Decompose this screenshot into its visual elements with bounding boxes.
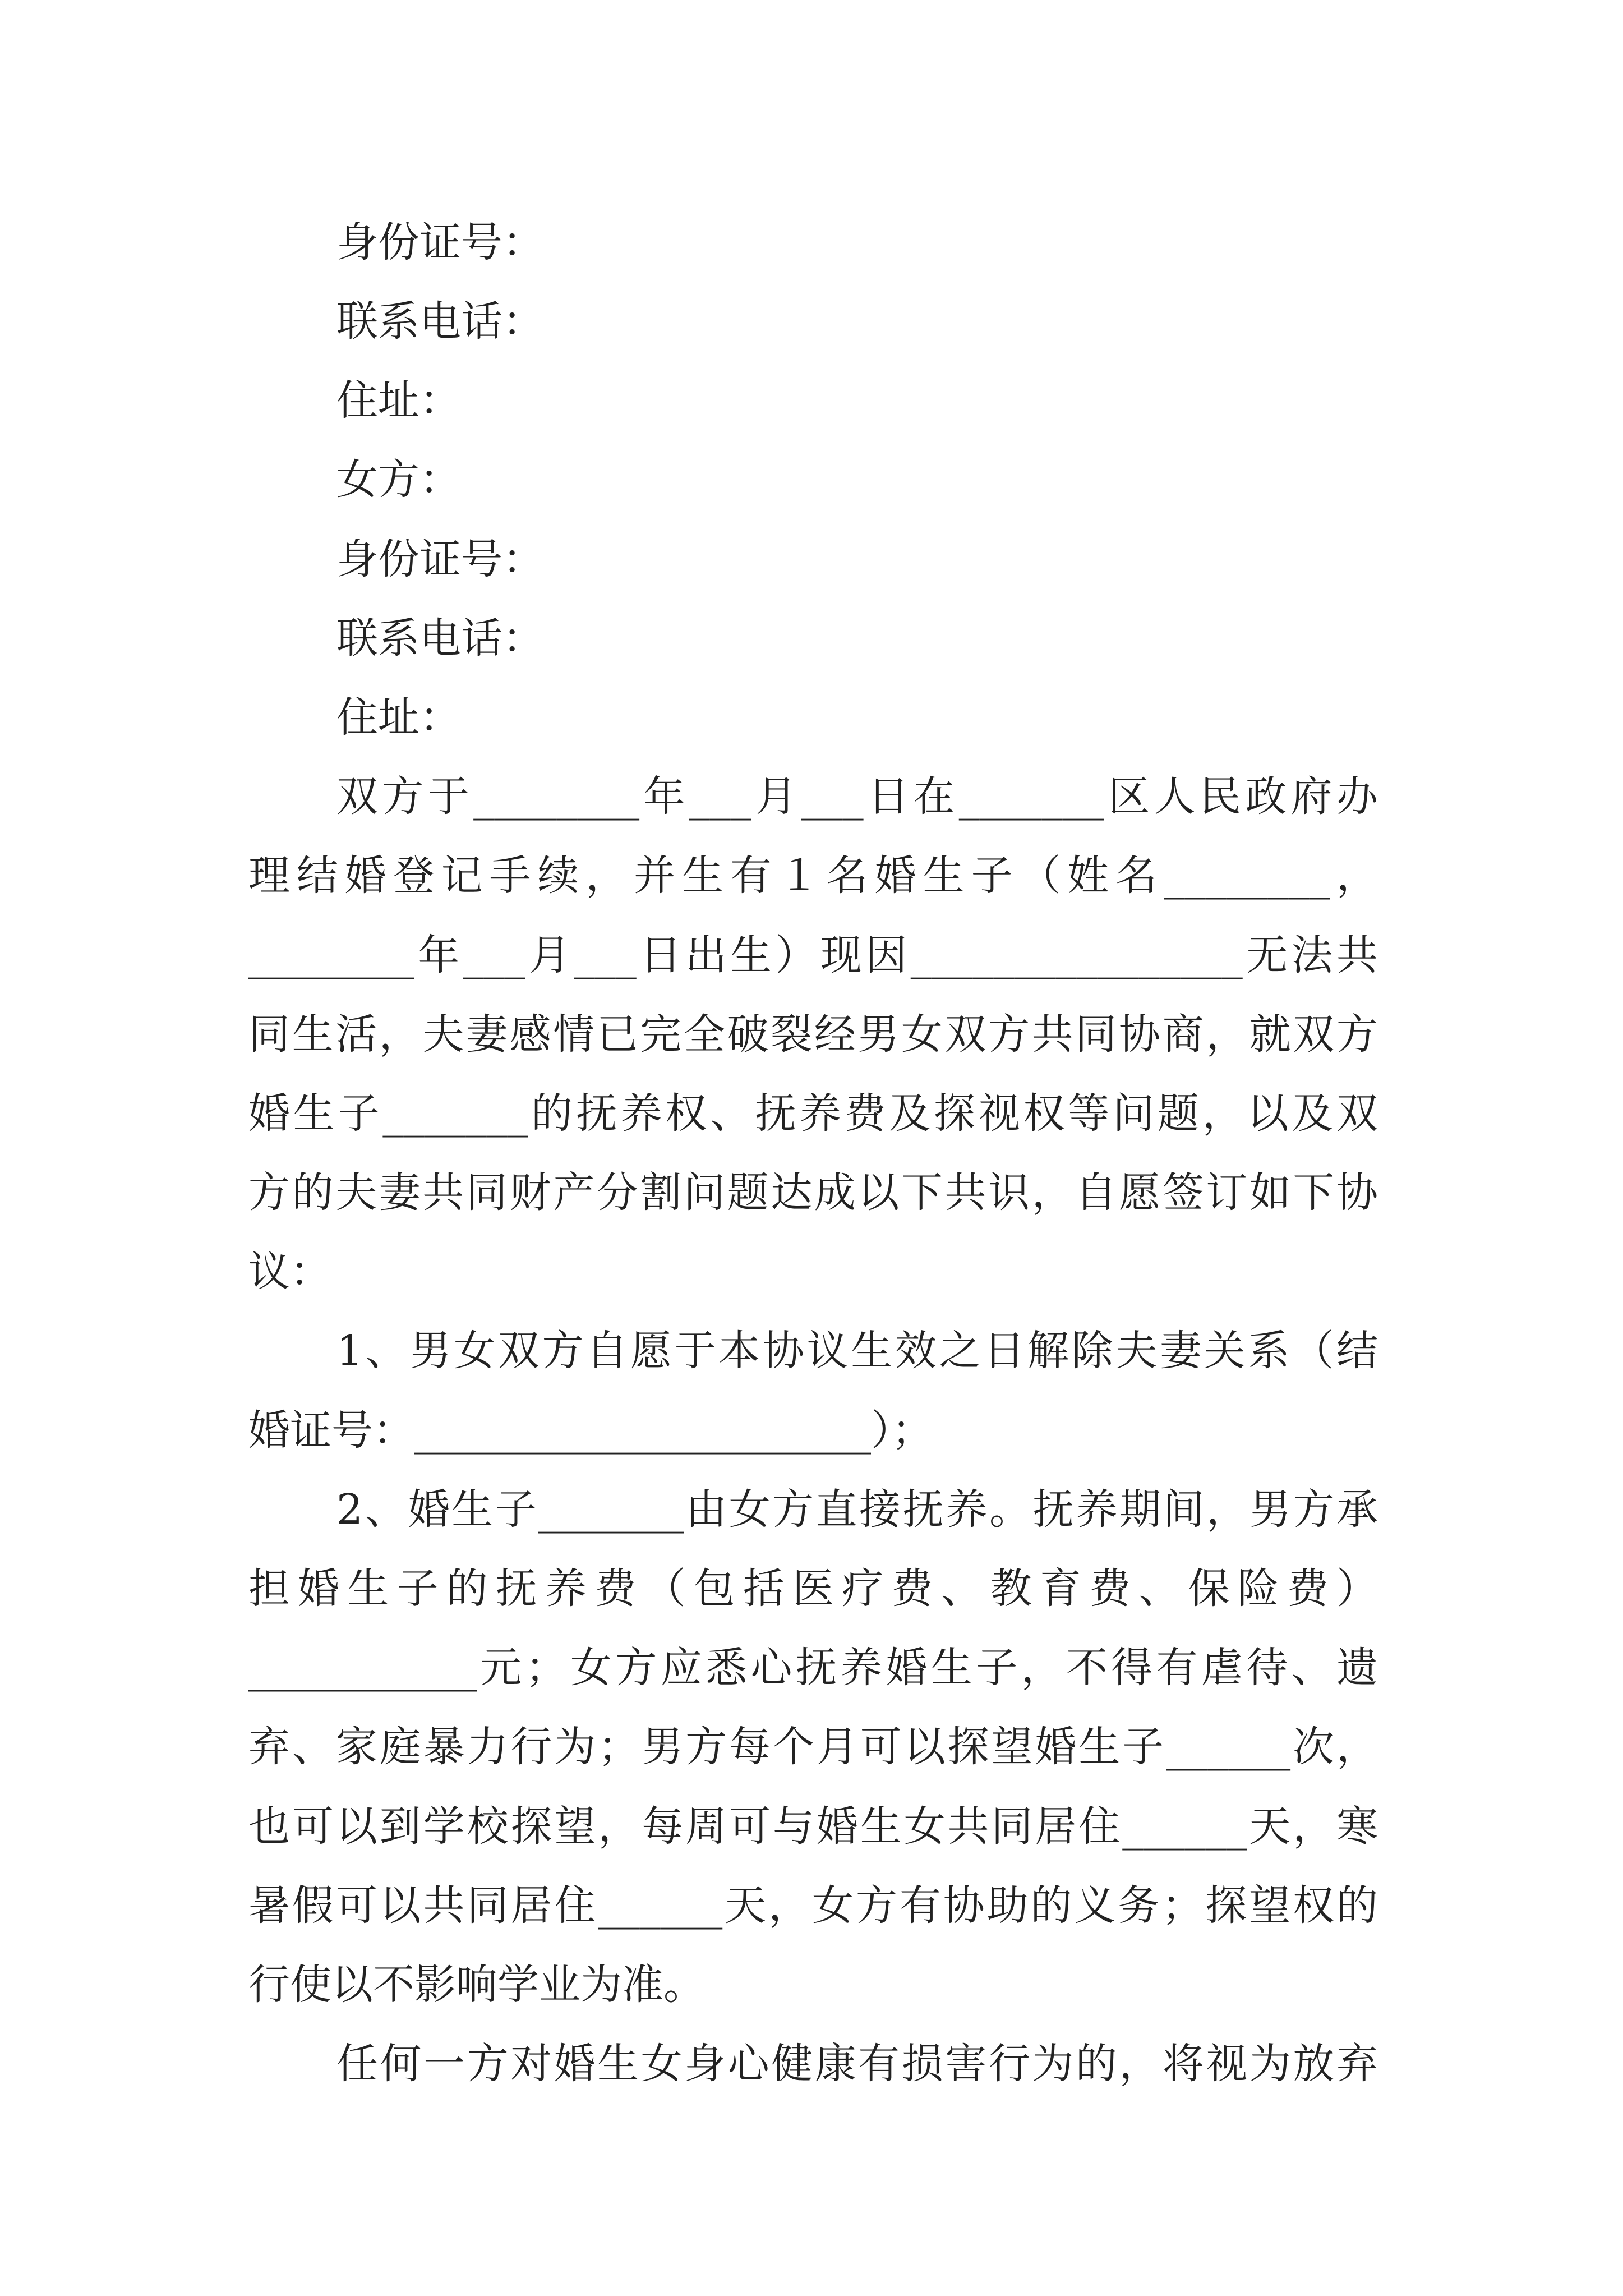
text-line-id-number-2: 身份证号： xyxy=(336,535,544,583)
text-line-address-2: 住址： xyxy=(336,693,461,742)
clause-2-line: ___________元；女方应悉心抚养婚生子，不得有虐待、遗 xyxy=(248,1644,1378,1692)
text-line-phone-2: 联系电话： xyxy=(336,614,544,662)
clause-2-line: 担婚生子的抚养费（包括医疗费、教育费、保险费） xyxy=(248,1565,1378,1613)
paragraph-line: 任何一方对婚生女身心健康有损害行为的，将视为放弃 xyxy=(336,2040,1378,2088)
paragraph-line: 理结婚登记手续，并生有１名婚生子（姓名________， xyxy=(248,852,1378,900)
paragraph-line: 方的夫妻共同财产分割问题达成以下共识，自愿签订如下协 xyxy=(248,1168,1378,1217)
paragraph-line: ________年___月___日出生）现因________________无法共 xyxy=(248,931,1378,979)
paragraph-line: 双方于________年___月___日在_______区人民政府办 xyxy=(336,772,1378,821)
clause-1-line: 婚证号：______________________）； xyxy=(248,1406,933,1455)
clause-2-line: 暑假可以共同居住______天，女方有协助的义务；探望权的 xyxy=(248,1881,1378,1930)
text-line-address-1: 住址： xyxy=(336,376,461,425)
clause-2-line: 弃、家庭暴力行为；男方每个月可以探望婚生子______次， xyxy=(248,1723,1378,1771)
text-line-id-number-1: 身份证号： xyxy=(336,218,544,266)
text-line-phone-1: 联系电话： xyxy=(336,297,544,346)
clause-1-line: 1、男女双方自愿于本协议生效之日解除夫妻关系（结 xyxy=(336,1327,1378,1375)
paragraph-line: 婚生子_______的抚养权、抚养费及探视权等问题，以及双 xyxy=(248,1089,1378,1138)
clause-2-line: 2、婚生子_______由女方直接抚养。抚养期间，男方承 xyxy=(336,1485,1378,1534)
paragraph-line: 议： xyxy=(248,1248,331,1296)
clause-2-line: 行使以不影响学业为准。 xyxy=(248,1961,705,2009)
clause-2-line: 也可以到学校探望，每周可与婚生女共同居住______天，寒 xyxy=(248,1802,1378,1851)
text-line-female-party: 女方： xyxy=(336,455,461,504)
paragraph-line: 同生活，夫妻感情已完全破裂经男女双方共同协商，就双方 xyxy=(248,1010,1378,1059)
